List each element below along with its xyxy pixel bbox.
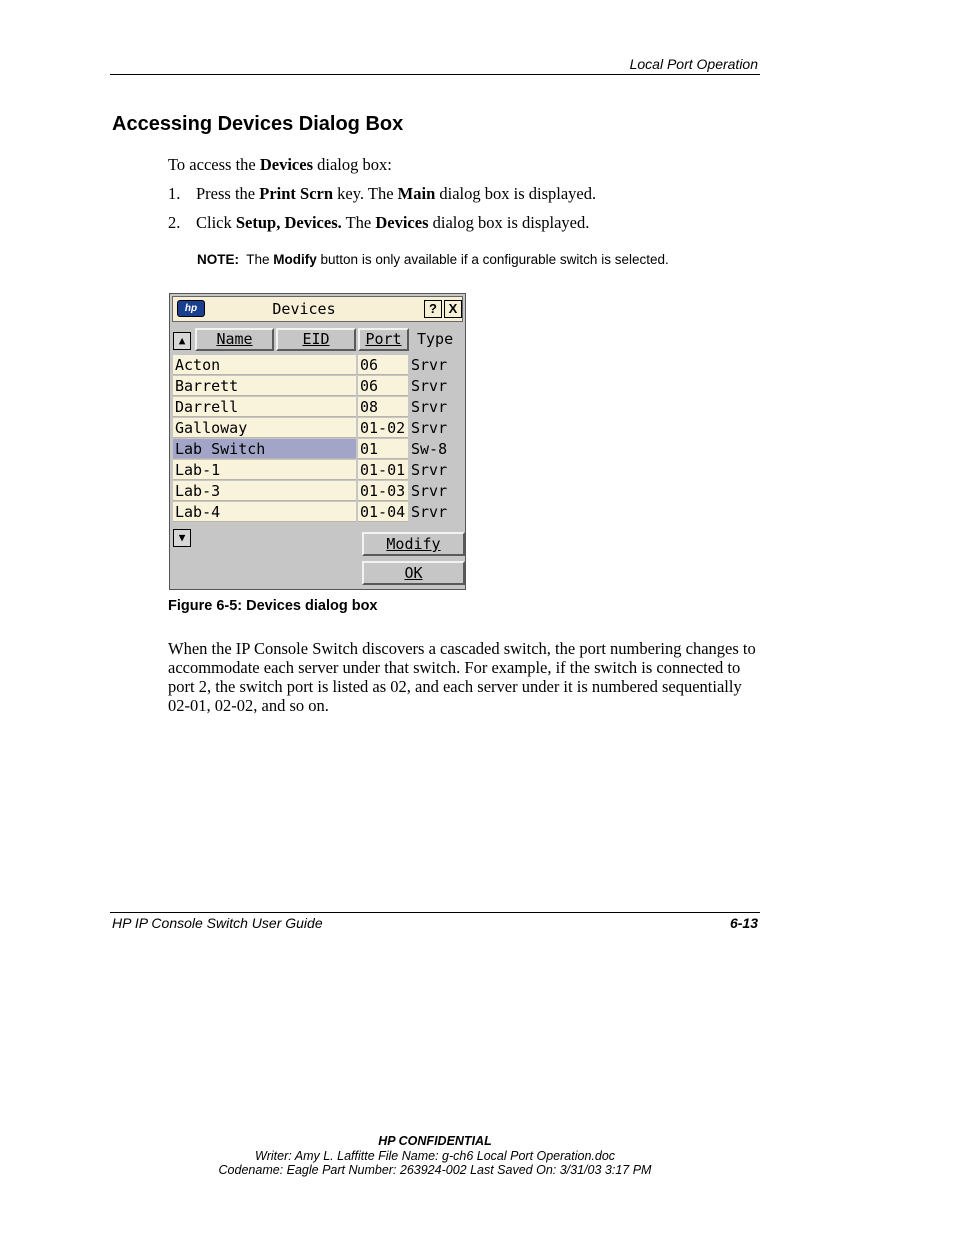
page-number: 6-13	[729, 915, 758, 931]
step-2: 2. Click Setup, Devices. The Devices dialog box is displayed.	[168, 213, 590, 232]
device-name: Barrett	[173, 376, 356, 396]
device-type: Srvr	[411, 503, 448, 521]
device-port: 01	[358, 439, 408, 459]
step-1: 1. Press the Print Scrn key. The Main dialog box is displayed.	[168, 184, 597, 203]
scroll-up-icon[interactable]: ▲	[173, 332, 191, 350]
device-type: Srvr	[411, 461, 448, 479]
device-row[interactable]	[170, 502, 467, 523]
device-port: 01-04	[358, 502, 408, 522]
device-port: 06	[358, 355, 408, 375]
device-name: Lab-3	[173, 481, 356, 501]
device-port: 06	[358, 376, 408, 396]
device-port: 08	[358, 397, 408, 417]
device-name: Darrell	[173, 397, 356, 417]
device-port: 01-01	[358, 460, 408, 480]
sort-port-button[interactable]: Port	[358, 328, 409, 351]
devices-dialog	[169, 293, 466, 590]
sort-eid-button[interactable]: EID	[276, 328, 356, 351]
help-button[interactable]: ?	[424, 300, 442, 318]
device-row[interactable]	[170, 376, 467, 397]
confidential-label: HP CONFIDENTIAL	[378, 1134, 492, 1148]
scroll-down-icon[interactable]: ▼	[173, 529, 191, 547]
section-title: Accessing Devices Dialog Box	[112, 113, 404, 135]
note: NOTE: The Modify button is only available if a configurable switch is selected.	[197, 252, 669, 267]
device-type: Srvr	[411, 377, 448, 395]
intro-text: To access the Devices dialog box:	[168, 155, 392, 174]
device-name: Lab Switch	[173, 439, 356, 459]
ok-button[interactable]: OK	[362, 561, 465, 585]
confidential-codename: Codename: Eagle Part Number: 263924-002 Last Saved On: 3/31/03 3:17 PM	[218, 1163, 652, 1177]
device-row[interactable]	[170, 481, 467, 502]
device-name: Acton	[173, 355, 356, 375]
confidential-writer: Writer: Amy L. Laffitte File Name: g-ch6 Local Port Operation.doc	[254, 1149, 616, 1163]
footer-guide-title: HP IP Console Switch User Guide	[112, 915, 323, 931]
device-type: Sw-8	[411, 440, 448, 458]
type-column-header: Type	[417, 330, 454, 348]
device-row[interactable]	[170, 355, 467, 376]
device-type: Srvr	[411, 419, 448, 437]
device-port: 01-02	[358, 418, 408, 438]
close-button[interactable]: X	[444, 300, 462, 318]
footer-rule	[110, 912, 760, 913]
device-row[interactable]	[170, 397, 467, 418]
device-port: 01-03	[358, 481, 408, 501]
device-row[interactable]	[170, 418, 467, 439]
device-name: Lab-4	[173, 502, 356, 522]
device-type: Srvr	[411, 398, 448, 416]
device-name: Galloway	[173, 418, 356, 438]
header-rule	[110, 74, 760, 75]
device-type: Srvr	[411, 356, 448, 374]
device-row[interactable]	[170, 460, 467, 481]
running-header: Local Port Operation	[629, 56, 758, 72]
modify-button[interactable]: Modify	[362, 532, 465, 556]
device-row-selected[interactable]	[170, 439, 467, 460]
figure-caption: Figure 6-5: Devices dialog box	[168, 598, 378, 614]
dialog-titlebar	[172, 296, 463, 322]
sort-name-button[interactable]: Name	[195, 328, 274, 351]
body-paragraph: When the IP Console Switch discovers a cascaded switch, the port numbering changes to accommodate each server under that switch. For example, if the switch is connected to port 2, the switch port is listed as 02, and each server under it is numbered sequentially 02-01, 02-02, and so on.	[168, 639, 756, 715]
dialog-title: Devices	[272, 300, 336, 318]
device-name: Lab-1	[173, 460, 356, 480]
device-type: Srvr	[411, 482, 448, 500]
hp-logo-icon: hp	[177, 300, 205, 317]
